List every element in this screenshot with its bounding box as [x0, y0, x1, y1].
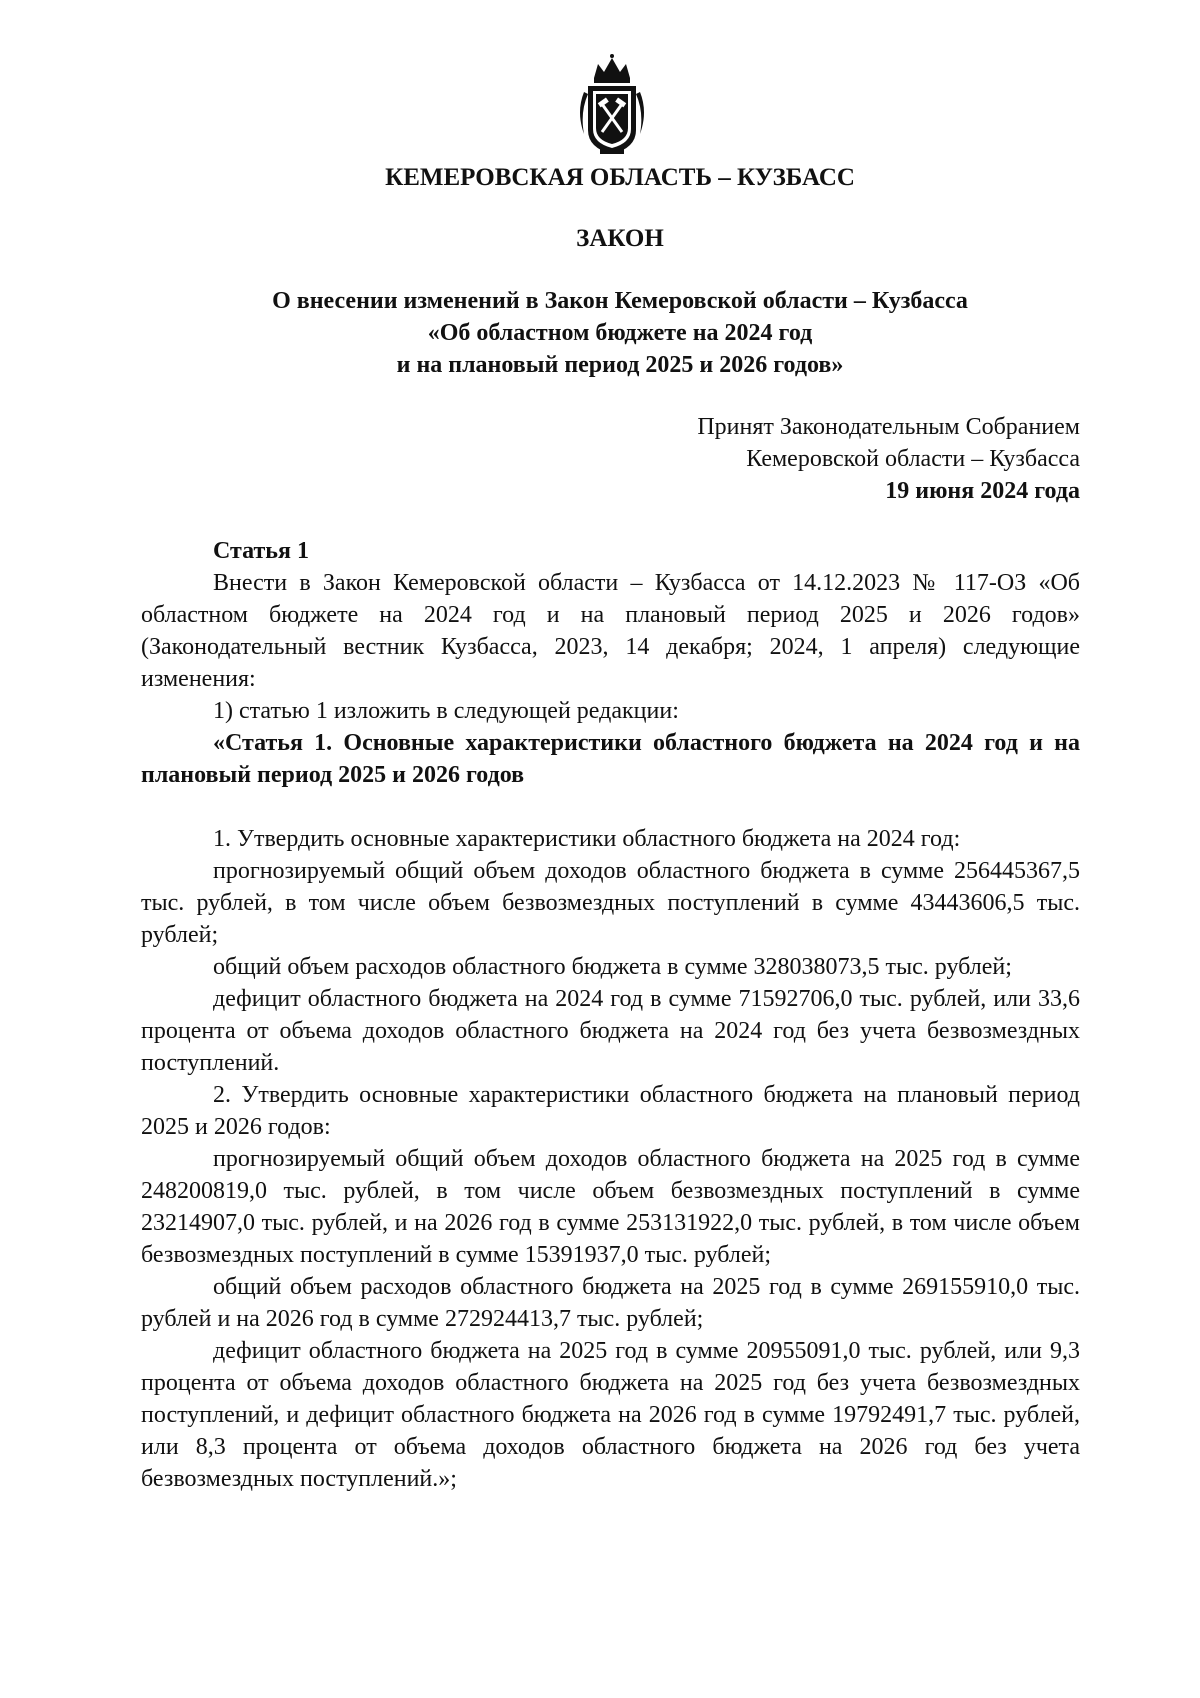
law-body [141, 535, 1080, 1495]
amendment-item-1: 1) статью 1 изложить в следующей редакции: [213, 698, 679, 724]
law-title [140, 285, 1100, 381]
section-2-deficit: дефицит областного бюджета на 2025 год в сумме 20955091,0 тыс. рублей, или 9,3 процента от объема доходов областного бюджета на 2025 год без учета безвозмездных поступлений, и дефицит областного бюджета на 2026 год в сумме 19792491,7 тыс. рублей, или 8,3 процента от объема доходов областного бюджета на 2026 год без учета безвозмездных поступлений.»; [141, 1338, 1080, 1492]
law-title-line-2: «Об областном бюджете на 2024 год [427, 320, 813, 346]
section-2-expenses: общий объем расходов областного бюджета на 2025 год в сумме 269155910,0 тыс. рублей и на 2026 год в сумме 272924413,7 тыс. рублей; [141, 1274, 1080, 1332]
section-2-revenue: прогнозируемый общий объем доходов областного бюджета на 2025 год в сумме 248200819,0 тыс. рублей, в том числе объем безвозмездных поступлений в сумме 23214907,0 тыс. рублей, и на 2026 год в сумме 253131922,0 тыс. рублей, в том числе объем безвозмездных поступлений в сумме 15391937,0 тыс. рублей; [141, 1146, 1080, 1268]
adoption-block [697, 411, 1080, 507]
law-title-line-1: О внесении изменений в Закон Кемеровской области – Кузбасса [272, 288, 968, 314]
article-heading: Статья 1 [213, 538, 309, 564]
paragraph-gap [141, 791, 1080, 823]
adoption-line-1: Принят Законодательным Собранием [697, 414, 1080, 440]
section-2-heading: 2. Утвердить основные характеристики областного бюджета на плановый период 2025 и 2026 годов: [141, 1082, 1080, 1140]
adoption-line-2: Кемеровской области – Кузбасса [746, 446, 1080, 472]
region-name: КЕМЕРОВСКАЯ ОБЛАСТЬ – КУЗБАСС [385, 164, 855, 191]
section-1-revenue: прогнозируемый общий объем доходов областного бюджета в сумме 256445367,5 тыс. рублей, в том числе объем безвозмездных поступлений в сумме 43443606,5 тыс. рублей; [141, 858, 1080, 948]
section-1-deficit: дефицит областного бюджета на 2024 год в сумме 71592706,0 тыс. рублей, или 33,6 процента от объема доходов областного бюджета на 2024 год без учета безвозмездных поступлений. [141, 986, 1080, 1076]
section-1-heading: 1. Утвердить основные характеристики областного бюджета на 2024 год: [213, 826, 961, 852]
quoted-article-title: «Статья 1. Основные характеристики областного бюджета на 2024 год и на плановый период 2025 и 2026 годов [141, 730, 1080, 788]
amendment-intro: Внести в Закон Кемеровской области – Кузбасса от 14.12.2023 № 117-ОЗ «Об областном бюджете на 2024 год и на плановый период 2025 и 2026 годов» (Законодательный вестник Кузбасса, 2023, 14 декабря; 2024, 1 апреля) следующие изменения: [141, 570, 1080, 692]
coat-of-arms-emblem [572, 52, 652, 158]
section-1-expenses: общий объем расходов областного бюджета в сумме 328038073,5 тыс. рублей; [213, 954, 1012, 980]
document-type: ЗАКОН [576, 225, 664, 252]
law-title-line-3: и на плановый период 2025 и 2026 годов» [396, 352, 844, 378]
adoption-date: 19 июня 2024 года [885, 478, 1080, 504]
